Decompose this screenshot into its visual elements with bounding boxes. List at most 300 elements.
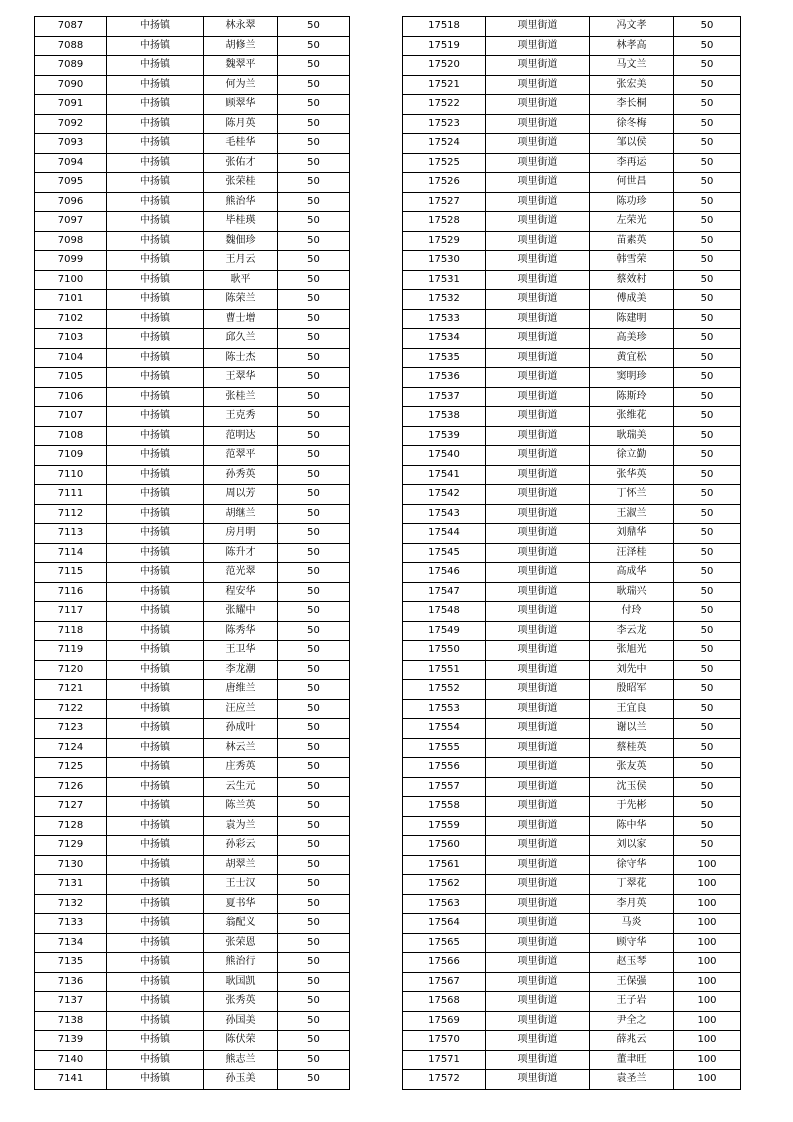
person-name-cell: 马文兰 — [590, 56, 674, 76]
town-cell: 项里街道 — [486, 641, 590, 661]
amount-cell: 50 — [674, 329, 741, 349]
table-row — [35, 738, 350, 758]
person-name-cell: 袁圣兰 — [590, 1070, 674, 1090]
person-name-cell: 耿平 — [204, 270, 278, 290]
town-cell: 项里街道 — [486, 992, 590, 1012]
person-name-cell: 于先彬 — [590, 797, 674, 817]
amount-cell: 50 — [278, 914, 350, 934]
person-name-cell: 林永翠 — [204, 17, 278, 37]
amount-cell: 50 — [674, 95, 741, 115]
town-cell: 中扬镇 — [107, 465, 204, 485]
town-cell: 中扬镇 — [107, 972, 204, 992]
row-number-cell: 7120 — [35, 660, 107, 680]
table-row — [35, 114, 350, 134]
town-cell: 项里街道 — [486, 699, 590, 719]
row-number-cell: 7111 — [35, 485, 107, 505]
town-cell: 项里街道 — [486, 173, 590, 193]
row-number-cell: 17552 — [403, 680, 486, 700]
person-name-cell: 陈斯玲 — [590, 387, 674, 407]
person-name-cell: 毛桂华 — [204, 134, 278, 154]
amount-cell: 50 — [278, 641, 350, 661]
person-name-cell: 黄宜松 — [590, 348, 674, 368]
table-row — [35, 992, 350, 1012]
town-cell: 项里街道 — [486, 777, 590, 797]
table-row — [35, 426, 350, 446]
table-row — [403, 680, 741, 700]
person-name-cell: 马炎 — [590, 914, 674, 934]
person-name-cell: 顾翠华 — [204, 95, 278, 115]
town-cell: 项里街道 — [486, 75, 590, 95]
person-name-cell: 胡继兰 — [204, 504, 278, 524]
amount-cell: 50 — [278, 875, 350, 895]
person-name-cell: 范翠平 — [204, 446, 278, 466]
amount-cell: 50 — [278, 17, 350, 37]
table-row — [403, 836, 741, 856]
row-number-cell: 7138 — [35, 1011, 107, 1031]
person-name-cell: 韩雪荣 — [590, 251, 674, 271]
row-number-cell: 7096 — [35, 192, 107, 212]
amount-cell: 50 — [278, 231, 350, 251]
town-cell: 中扬镇 — [107, 621, 204, 641]
table-row — [403, 738, 741, 758]
table-row — [403, 699, 741, 719]
amount-cell: 50 — [278, 953, 350, 973]
person-name-cell: 孙彩云 — [204, 836, 278, 856]
person-name-cell: 王宜良 — [590, 699, 674, 719]
town-cell: 中扬镇 — [107, 914, 204, 934]
town-cell: 中扬镇 — [107, 95, 204, 115]
amount-cell: 50 — [674, 251, 741, 271]
amount-cell: 50 — [278, 543, 350, 563]
table-row — [403, 582, 741, 602]
table-row — [35, 231, 350, 251]
amount-cell: 50 — [278, 1070, 350, 1090]
person-name-cell: 孙成叶 — [204, 719, 278, 739]
amount-cell: 50 — [278, 972, 350, 992]
table-row — [403, 563, 741, 583]
table-row — [403, 660, 741, 680]
table-row — [35, 465, 350, 485]
table-row — [403, 758, 741, 778]
amount-cell: 50 — [278, 75, 350, 95]
person-name-cell: 程安华 — [204, 582, 278, 602]
table-row — [403, 290, 741, 310]
person-name-cell: 顾守华 — [590, 933, 674, 953]
person-name-cell: 丁翠花 — [590, 875, 674, 895]
row-number-cell: 17547 — [403, 582, 486, 602]
person-name-cell: 王翠华 — [204, 368, 278, 388]
amount-cell: 50 — [278, 329, 350, 349]
person-name-cell: 徐守华 — [590, 855, 674, 875]
amount-cell: 50 — [278, 446, 350, 466]
table-row — [403, 231, 741, 251]
person-name-cell: 蔡桂英 — [590, 738, 674, 758]
amount-cell: 50 — [674, 504, 741, 524]
table-row — [403, 524, 741, 544]
person-name-cell: 耿瑞美 — [590, 426, 674, 446]
town-cell: 项里街道 — [486, 1011, 590, 1031]
town-cell: 中扬镇 — [107, 134, 204, 154]
table-row — [403, 1011, 741, 1031]
town-cell: 项里街道 — [486, 17, 590, 37]
amount-cell: 50 — [278, 387, 350, 407]
amount-cell: 50 — [278, 836, 350, 856]
row-number-cell: 17546 — [403, 563, 486, 583]
row-number-cell: 17571 — [403, 1050, 486, 1070]
amount-cell: 50 — [674, 368, 741, 388]
table-row — [403, 894, 741, 914]
person-name-cell: 王淑兰 — [590, 504, 674, 524]
person-name-cell: 翁配义 — [204, 914, 278, 934]
table-row — [35, 1031, 350, 1051]
town-cell: 项里街道 — [486, 309, 590, 329]
amount-cell: 50 — [278, 660, 350, 680]
table-row — [35, 621, 350, 641]
person-name-cell: 云生元 — [204, 777, 278, 797]
town-cell: 项里街道 — [486, 758, 590, 778]
amount-cell: 100 — [674, 1031, 741, 1051]
amount-cell: 50 — [674, 836, 741, 856]
person-name-cell: 熊治行 — [204, 953, 278, 973]
person-name-cell: 孙玉美 — [204, 1070, 278, 1090]
amount-cell: 50 — [278, 192, 350, 212]
person-name-cell: 陈兰英 — [204, 797, 278, 817]
amount-cell: 50 — [674, 153, 741, 173]
person-name-cell: 耿国凯 — [204, 972, 278, 992]
town-cell: 项里街道 — [486, 1050, 590, 1070]
row-number-cell: 17526 — [403, 173, 486, 193]
left-table-body — [35, 17, 350, 1090]
person-name-cell: 李云龙 — [590, 621, 674, 641]
table-row — [403, 914, 741, 934]
row-number-cell: 17535 — [403, 348, 486, 368]
table-row — [403, 192, 741, 212]
amount-cell: 50 — [674, 485, 741, 505]
row-number-cell: 17556 — [403, 758, 486, 778]
town-cell: 中扬镇 — [107, 875, 204, 895]
amount-cell: 50 — [278, 270, 350, 290]
person-name-cell: 庄秀英 — [204, 758, 278, 778]
amount-cell: 50 — [674, 758, 741, 778]
amount-cell: 50 — [674, 290, 741, 310]
amount-cell: 50 — [278, 582, 350, 602]
row-number-cell: 7114 — [35, 543, 107, 563]
table-row — [403, 153, 741, 173]
town-cell: 项里街道 — [486, 972, 590, 992]
town-cell: 中扬镇 — [107, 75, 204, 95]
town-cell: 中扬镇 — [107, 836, 204, 856]
amount-cell: 50 — [278, 95, 350, 115]
person-name-cell: 董聿旺 — [590, 1050, 674, 1070]
table-row — [403, 1070, 741, 1090]
town-cell: 项里街道 — [486, 368, 590, 388]
amount-cell: 50 — [674, 407, 741, 427]
person-name-cell: 房月明 — [204, 524, 278, 544]
table-row — [35, 894, 350, 914]
amount-cell: 50 — [278, 680, 350, 700]
table-row — [35, 192, 350, 212]
amount-cell: 50 — [674, 738, 741, 758]
person-name-cell: 薛兆云 — [590, 1031, 674, 1051]
row-number-cell: 7115 — [35, 563, 107, 583]
town-cell: 中扬镇 — [107, 446, 204, 466]
amount-cell: 50 — [674, 465, 741, 485]
amount-cell: 50 — [674, 777, 741, 797]
amount-cell: 50 — [278, 465, 350, 485]
table-row — [35, 641, 350, 661]
person-name-cell: 沈玉侯 — [590, 777, 674, 797]
person-name-cell: 谢以兰 — [590, 719, 674, 739]
row-number-cell: 7092 — [35, 114, 107, 134]
amount-cell: 50 — [674, 387, 741, 407]
town-cell: 中扬镇 — [107, 933, 204, 953]
amount-cell: 50 — [674, 660, 741, 680]
table-row — [35, 485, 350, 505]
person-name-cell: 何世昌 — [590, 173, 674, 193]
person-name-cell: 王子岩 — [590, 992, 674, 1012]
person-name-cell: 汪泽桂 — [590, 543, 674, 563]
amount-cell: 50 — [278, 134, 350, 154]
person-name-cell: 陈月英 — [204, 114, 278, 134]
amount-cell: 50 — [278, 504, 350, 524]
table-row — [403, 329, 741, 349]
town-cell: 项里街道 — [486, 407, 590, 427]
person-name-cell: 李长桐 — [590, 95, 674, 115]
town-cell: 项里街道 — [486, 348, 590, 368]
town-cell: 项里街道 — [486, 524, 590, 544]
amount-cell: 50 — [278, 407, 350, 427]
amount-cell: 50 — [674, 699, 741, 719]
town-cell: 中扬镇 — [107, 426, 204, 446]
table-row — [403, 309, 741, 329]
amount-cell: 100 — [674, 855, 741, 875]
town-cell: 项里街道 — [486, 1031, 590, 1051]
amount-cell: 50 — [278, 1031, 350, 1051]
town-cell: 项里街道 — [486, 914, 590, 934]
amount-cell: 50 — [674, 309, 741, 329]
town-cell: 项里街道 — [486, 426, 590, 446]
row-number-cell: 7122 — [35, 699, 107, 719]
row-number-cell: 7095 — [35, 173, 107, 193]
row-number-cell: 17534 — [403, 329, 486, 349]
person-name-cell: 张佑才 — [204, 153, 278, 173]
amount-cell: 100 — [674, 1070, 741, 1090]
row-number-cell: 17525 — [403, 153, 486, 173]
table-row — [35, 309, 350, 329]
amount-cell: 50 — [674, 582, 741, 602]
table-row — [35, 582, 350, 602]
row-number-cell: 17545 — [403, 543, 486, 563]
table-row — [35, 602, 350, 622]
row-number-cell: 7137 — [35, 992, 107, 1012]
town-cell: 项里街道 — [486, 797, 590, 817]
amount-cell: 50 — [278, 251, 350, 271]
table-row — [403, 797, 741, 817]
table-row — [403, 602, 741, 622]
row-number-cell: 7130 — [35, 855, 107, 875]
town-cell: 项里街道 — [486, 933, 590, 953]
amount-cell: 100 — [674, 972, 741, 992]
row-number-cell: 7127 — [35, 797, 107, 817]
town-cell: 项里街道 — [486, 719, 590, 739]
amount-cell: 50 — [674, 270, 741, 290]
amount-cell: 50 — [674, 641, 741, 661]
row-number-cell: 17550 — [403, 641, 486, 661]
amount-cell: 50 — [674, 231, 741, 251]
person-name-cell: 张荣桂 — [204, 173, 278, 193]
person-name-cell: 魏佃珍 — [204, 231, 278, 251]
person-name-cell: 蔡效村 — [590, 270, 674, 290]
town-cell: 中扬镇 — [107, 192, 204, 212]
town-cell: 项里街道 — [486, 329, 590, 349]
amount-cell: 50 — [278, 524, 350, 544]
table-row — [35, 660, 350, 680]
row-number-cell: 7118 — [35, 621, 107, 641]
table-row — [35, 914, 350, 934]
person-name-cell: 熊治华 — [204, 192, 278, 212]
table-row — [403, 1050, 741, 1070]
town-cell: 中扬镇 — [107, 680, 204, 700]
person-name-cell: 张耀中 — [204, 602, 278, 622]
table-row — [403, 36, 741, 56]
person-name-cell: 耿瑞兴 — [590, 582, 674, 602]
amount-cell: 50 — [674, 114, 741, 134]
row-number-cell: 7141 — [35, 1070, 107, 1090]
row-number-cell: 17524 — [403, 134, 486, 154]
town-cell: 项里街道 — [486, 212, 590, 232]
row-number-cell: 7123 — [35, 719, 107, 739]
person-name-cell: 熊志兰 — [204, 1050, 278, 1070]
town-cell: 项里街道 — [486, 95, 590, 115]
table-row — [403, 777, 741, 797]
amount-cell: 100 — [674, 992, 741, 1012]
table-row — [403, 641, 741, 661]
row-number-cell: 7107 — [35, 407, 107, 427]
person-name-cell: 毕桂瑛 — [204, 212, 278, 232]
amount-cell: 50 — [674, 719, 741, 739]
row-number-cell: 7117 — [35, 602, 107, 622]
row-number-cell: 17564 — [403, 914, 486, 934]
town-cell: 中扬镇 — [107, 368, 204, 388]
row-number-cell: 7094 — [35, 153, 107, 173]
table-row — [35, 504, 350, 524]
table-row — [35, 699, 350, 719]
amount-cell: 50 — [278, 933, 350, 953]
town-cell: 项里街道 — [486, 114, 590, 134]
town-cell: 中扬镇 — [107, 1050, 204, 1070]
amount-cell: 100 — [674, 1011, 741, 1031]
table-row — [403, 972, 741, 992]
table-row — [403, 504, 741, 524]
person-name-cell: 刘以家 — [590, 836, 674, 856]
town-cell: 项里街道 — [486, 875, 590, 895]
town-cell: 项里街道 — [486, 621, 590, 641]
amount-cell: 50 — [278, 56, 350, 76]
table-row — [403, 933, 741, 953]
row-number-cell: 17541 — [403, 465, 486, 485]
row-number-cell: 17518 — [403, 17, 486, 37]
row-number-cell: 17521 — [403, 75, 486, 95]
amount-cell: 50 — [278, 894, 350, 914]
row-number-cell: 7134 — [35, 933, 107, 953]
person-name-cell: 高美珍 — [590, 329, 674, 349]
town-cell: 中扬镇 — [107, 309, 204, 329]
row-number-cell: 17523 — [403, 114, 486, 134]
table-row — [403, 992, 741, 1012]
amount-cell: 50 — [674, 212, 741, 232]
left-data-table — [34, 16, 350, 1090]
amount-cell: 50 — [278, 426, 350, 446]
town-cell: 中扬镇 — [107, 777, 204, 797]
table-row — [35, 933, 350, 953]
person-name-cell: 林云兰 — [204, 738, 278, 758]
row-number-cell: 17557 — [403, 777, 486, 797]
person-name-cell: 徐冬梅 — [590, 114, 674, 134]
row-number-cell: 7112 — [35, 504, 107, 524]
table-row — [35, 758, 350, 778]
table-row — [35, 816, 350, 836]
amount-cell: 100 — [674, 875, 741, 895]
table-row — [35, 797, 350, 817]
person-name-cell: 王克秀 — [204, 407, 278, 427]
row-number-cell: 17520 — [403, 56, 486, 76]
amount-cell: 50 — [278, 36, 350, 56]
table-row — [35, 1070, 350, 1090]
table-row — [35, 855, 350, 875]
table-row — [403, 173, 741, 193]
row-number-cell: 17548 — [403, 602, 486, 622]
table-row — [35, 75, 350, 95]
row-number-cell: 17561 — [403, 855, 486, 875]
person-name-cell: 陈中华 — [590, 816, 674, 836]
amount-cell: 50 — [278, 777, 350, 797]
row-number-cell: 17533 — [403, 309, 486, 329]
amount-cell: 50 — [278, 1050, 350, 1070]
table-row — [403, 114, 741, 134]
table-row — [403, 407, 741, 427]
table-row — [35, 36, 350, 56]
town-cell: 中扬镇 — [107, 758, 204, 778]
row-number-cell: 7101 — [35, 290, 107, 310]
row-number-cell: 17538 — [403, 407, 486, 427]
town-cell: 项里街道 — [486, 894, 590, 914]
amount-cell: 50 — [278, 173, 350, 193]
town-cell: 项里街道 — [486, 602, 590, 622]
town-cell: 中扬镇 — [107, 699, 204, 719]
town-cell: 中扬镇 — [107, 153, 204, 173]
amount-cell: 50 — [674, 134, 741, 154]
amount-cell: 100 — [674, 894, 741, 914]
person-name-cell: 魏翠平 — [204, 56, 278, 76]
row-number-cell: 7139 — [35, 1031, 107, 1051]
table-row — [35, 251, 350, 271]
row-number-cell: 17527 — [403, 192, 486, 212]
amount-cell: 50 — [674, 816, 741, 836]
amount-cell: 50 — [278, 114, 350, 134]
table-row — [35, 1011, 350, 1031]
row-number-cell: 17558 — [403, 797, 486, 817]
table-row — [35, 1050, 350, 1070]
table-row — [35, 134, 350, 154]
amount-cell: 50 — [674, 680, 741, 700]
town-cell: 项里街道 — [486, 134, 590, 154]
table-row — [403, 543, 741, 563]
row-number-cell: 17529 — [403, 231, 486, 251]
town-cell: 中扬镇 — [107, 894, 204, 914]
row-number-cell: 17568 — [403, 992, 486, 1012]
table-row — [35, 56, 350, 76]
table-row — [403, 368, 741, 388]
